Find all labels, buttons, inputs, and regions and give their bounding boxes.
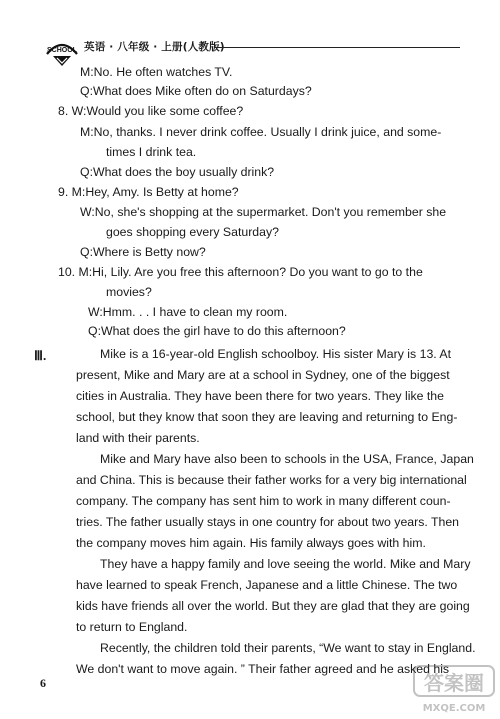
text-line: M:No. He often watches TV. xyxy=(80,65,233,79)
text-line: movies? xyxy=(106,285,152,299)
header-rule xyxy=(214,47,460,48)
page-header xyxy=(0,28,500,68)
text-line: W:No, she's shopping at the supermarket. Don't you remember she xyxy=(80,205,447,219)
logo-text: SCHOOL xyxy=(47,47,77,54)
text-line: Q:What does the boy usually drink? xyxy=(80,165,275,179)
text-line: kids have friends all over the world. But they are glad that they are going xyxy=(76,599,470,613)
text-line: Mike and Mary have also been to schools in the USA, France, Japan xyxy=(100,452,474,466)
text-line: 10. M:Hi, Lily. Are you free this afternoon? Do you want to go to the xyxy=(58,265,423,279)
text-line: have learned to speak French, Japanese and a little Chinese. The two xyxy=(76,578,458,592)
text-line: company. The company has sent him to work in many different coun- xyxy=(76,494,451,508)
text-line: land with their parents. xyxy=(76,431,200,445)
text-line: times I drink tea. xyxy=(106,145,197,159)
text-line: Q:What does Mike often do on Saturdays? xyxy=(80,84,312,98)
text-line: to return to England. xyxy=(76,620,188,634)
text-line: Mike is a 16-year-old English schoolboy. His sister Mary is 13. At xyxy=(100,347,452,361)
section-numeral: Ⅲ. xyxy=(34,348,47,363)
text-line: Q:Where is Betty now? xyxy=(80,245,206,259)
text-line: present, Mike and Mary are at a school in Sydney, one of the biggest xyxy=(76,368,450,382)
watermark-logo-icon xyxy=(412,664,496,716)
text-line: school, but they know that soon they are leaving and returning to Eng- xyxy=(76,410,458,424)
text-line: Q:What does the girl have to do this afternoon? xyxy=(88,324,346,338)
text-line: W:Hmm. . . I have to clean my room. xyxy=(88,305,288,319)
header-title: 英语 · 八年级 · 上册(人教版) xyxy=(84,41,225,53)
watermark-bottom-text: MXQE.COM xyxy=(422,703,486,714)
school-logo-icon xyxy=(44,32,80,68)
text-line: They have a happy family and love seeing the world. Mike and Mary xyxy=(100,557,471,571)
text-line: cities in Australia. They have been there for two years. They like the xyxy=(76,389,444,403)
page-number: 6 xyxy=(40,676,46,690)
text-line: the company moves him again. His family always goes with him. xyxy=(76,536,426,550)
text-line: goes shopping every Saturday? xyxy=(106,225,279,239)
text-line: 8. W:Would you like some coffee? xyxy=(58,104,244,118)
text-line: Recently, the children told their parents, “We want to stay in England. xyxy=(100,641,476,655)
text-line: tries. The father usually stays in one country for about two years. Then xyxy=(76,515,459,529)
text-line: and China. This is because their father works for a very big international xyxy=(76,473,467,487)
text-line: We don't want to move again. ” Their father agreed and he asked his xyxy=(76,662,450,676)
watermark-top-text: 答案圈 xyxy=(424,671,484,695)
text-line: M:No, thanks. I never drink coffee. Usually I drink juice, and some- xyxy=(80,125,442,139)
text-line: 9. M:Hey, Amy. Is Betty at home? xyxy=(58,185,239,199)
